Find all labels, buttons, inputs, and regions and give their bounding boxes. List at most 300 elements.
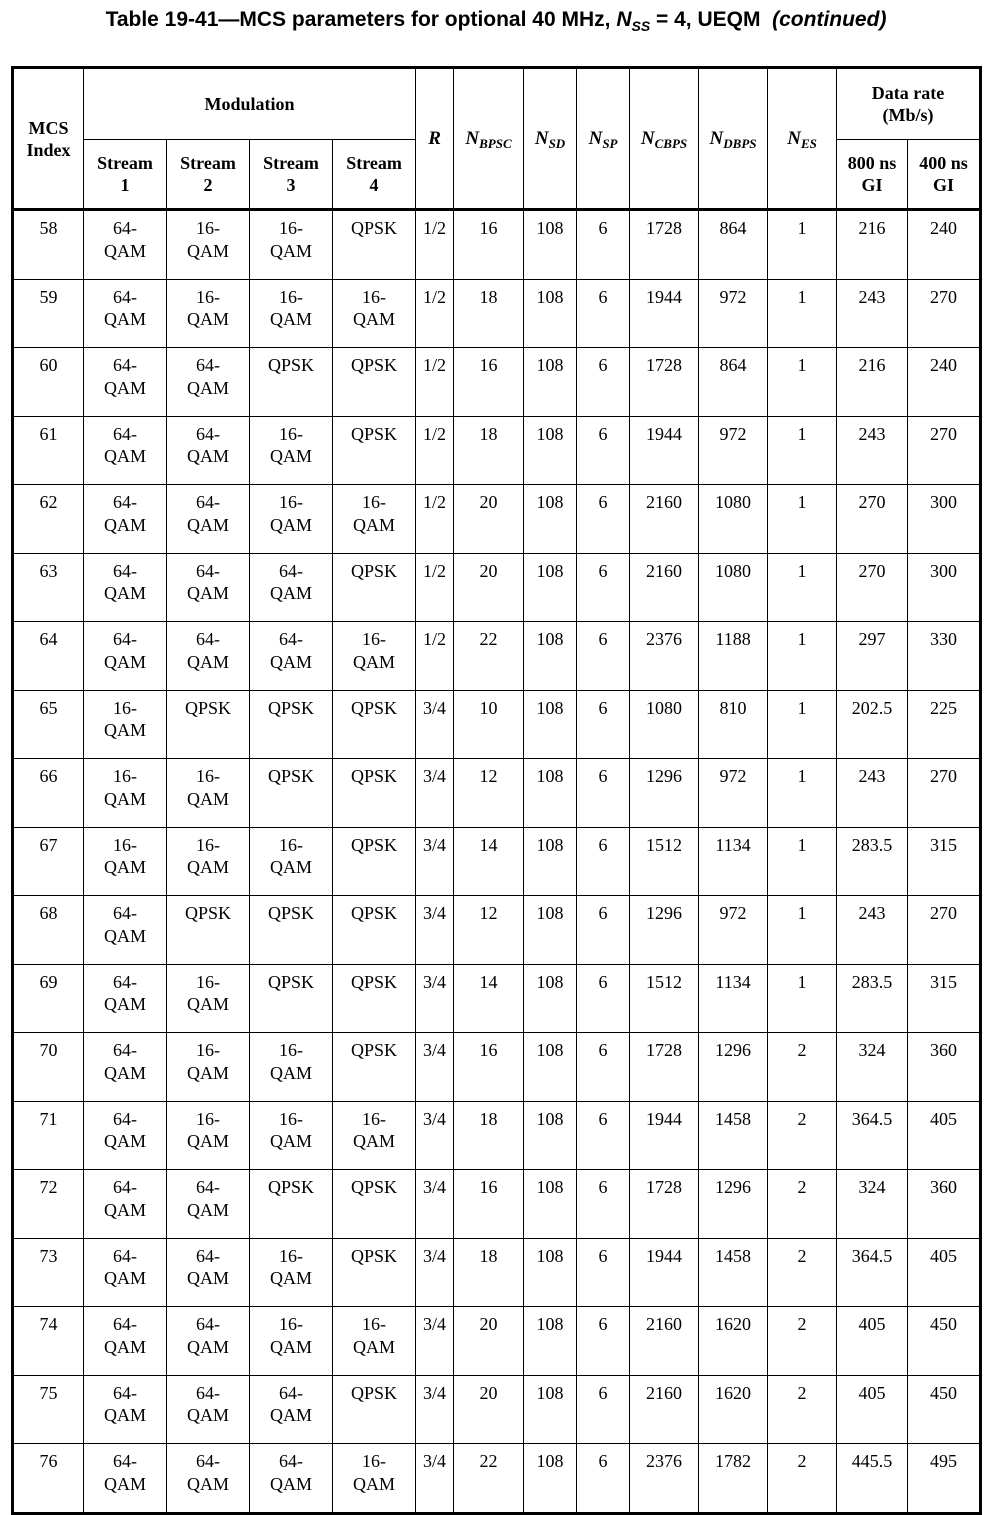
mcs-index-cell: 60 (13, 348, 84, 417)
table-row (13, 1307, 981, 1376)
coding-rate-cell: 3/4 (416, 690, 454, 759)
coding-rate-cell: 1/2 (416, 348, 454, 417)
nes-cell: 1 (768, 827, 837, 896)
rate-400ns-cell: 270 (908, 896, 981, 965)
stream-1-cell: 64- QAM (84, 210, 167, 280)
nbpsc-cell: 12 (454, 896, 524, 965)
table-row (13, 279, 981, 348)
stream-2-cell: 16- QAM (167, 827, 250, 896)
rate-800ns-cell: 243 (837, 279, 908, 348)
stream-2-cell: QPSK (167, 896, 250, 965)
nsd-cell: 108 (524, 827, 577, 896)
ndbps-header: $N_{DBPS}$ (699, 68, 768, 210)
mcs-index-cell: 69 (13, 964, 84, 1033)
nsp-cell: 6 (577, 279, 630, 348)
stream-3-cell: 16- QAM (250, 1238, 333, 1307)
rate-400ns-cell: 405 (908, 1238, 981, 1307)
stream-3-cell: 16- QAM (250, 1101, 333, 1170)
stream-3-cell: QPSK (250, 896, 333, 965)
stream-2-cell: QPSK (167, 690, 250, 759)
rate-400ns-cell: 315 (908, 964, 981, 1033)
nsd-cell: 108 (524, 622, 577, 691)
nes-cell: 1 (768, 896, 837, 965)
nsp-header: $N_{SP}$ (577, 68, 630, 210)
caption-suffix: = 4, UEQM (650, 8, 773, 31)
stream-1-cell: 64- QAM (84, 896, 167, 965)
rate-800ns-cell: 202.5 (837, 690, 908, 759)
stream-4-cell: QPSK (333, 1033, 416, 1102)
stream-2-cell: 64- QAM (167, 553, 250, 622)
nsd-cell: 108 (524, 690, 577, 759)
rate-800ns-cell: 283.5 (837, 827, 908, 896)
table-row (13, 1238, 981, 1307)
ncbps-cell: 2160 (630, 1375, 699, 1444)
stream-3-cell: QPSK (250, 348, 333, 417)
stream-2-cell: 16- QAM (167, 1033, 250, 1102)
nsd-cell: 108 (524, 348, 577, 417)
nbpsc-cell: 16 (454, 1170, 524, 1239)
nbpsc-cell: 16 (454, 348, 524, 417)
nbpsc-cell: 18 (454, 279, 524, 348)
rate-800ns-cell: 324 (837, 1033, 908, 1102)
table-row (13, 622, 981, 691)
table-row (13, 896, 981, 965)
stream-2-cell: 64- QAM (167, 416, 250, 485)
rate-800ns-cell: 324 (837, 1170, 908, 1239)
nes-cell: 1 (768, 553, 837, 622)
stream-3-cell: 16- QAM (250, 1033, 333, 1102)
nsp-cell: 6 (577, 553, 630, 622)
rate-800ns-cell: 405 (837, 1375, 908, 1444)
ncbps-cell: 2376 (630, 1444, 699, 1514)
nsp-cell: 6 (577, 348, 630, 417)
stream-4-cell: 16- QAM (333, 1444, 416, 1514)
stream-2-cell: 16- QAM (167, 1101, 250, 1170)
coding-rate-cell: 1/2 (416, 210, 454, 280)
rate-800ns-cell: 364.5 (837, 1238, 908, 1307)
mcs-table (11, 66, 982, 1515)
rate-400ns-cell: 315 (908, 827, 981, 896)
nbpsc-cell: 16 (454, 210, 524, 280)
ncbps-cell: 1728 (630, 1170, 699, 1239)
rate-400ns-cell: 330 (908, 622, 981, 691)
ncbps-cell: 1728 (630, 348, 699, 417)
r-header: R (416, 68, 454, 210)
rate-400ns-cell: 450 (908, 1307, 981, 1376)
nbpsc-cell: 18 (454, 1101, 524, 1170)
ncbps-cell: 1944 (630, 416, 699, 485)
mcs-index-cell: 76 (13, 1444, 84, 1514)
stream-3-cell: 16- QAM (250, 210, 333, 280)
stream-3-cell: 16- QAM (250, 416, 333, 485)
stream-4-cell: 16- QAM (333, 1307, 416, 1376)
stream-1-cell: 16- QAM (84, 759, 167, 828)
mcs-index-cell: 58 (13, 210, 84, 280)
nsd-cell: 108 (524, 896, 577, 965)
ncbps-cell: 1296 (630, 896, 699, 965)
table-row (13, 485, 981, 554)
mcs-index-cell: 67 (13, 827, 84, 896)
nes-header: $N_{ES}$ (768, 68, 837, 210)
nsp-cell: 6 (577, 1307, 630, 1376)
caption-nss-sub: SS (631, 18, 651, 34)
nes-cell: 2 (768, 1375, 837, 1444)
stream-3-cell: 16- QAM (250, 279, 333, 348)
coding-rate-cell: 3/4 (416, 1375, 454, 1444)
stream-3-cell: 16- QAM (250, 485, 333, 554)
nes-cell: 1 (768, 348, 837, 417)
nbpsc-cell: 14 (454, 964, 524, 1033)
coding-rate-cell: 3/4 (416, 896, 454, 965)
stream-3-cell: QPSK (250, 690, 333, 759)
stream-1-cell: 64- QAM (84, 485, 167, 554)
nsd-cell: 108 (524, 1238, 577, 1307)
stream-4-cell: QPSK (333, 827, 416, 896)
nsp-cell: 6 (577, 1101, 630, 1170)
ndbps-cell: 1782 (699, 1444, 768, 1514)
table-row (13, 1375, 981, 1444)
nes-cell: 1 (768, 210, 837, 280)
mcs-index-cell: 64 (13, 622, 84, 691)
stream-4-cell: QPSK (333, 964, 416, 1033)
stream-1-cell: 16- QAM (84, 827, 167, 896)
nbpsc-cell: 20 (454, 1375, 524, 1444)
stream-1-cell: 64- QAM (84, 1307, 167, 1376)
rate-400ns-cell: 450 (908, 1375, 981, 1444)
nes-cell: 1 (768, 485, 837, 554)
nbpsc-cell: 22 (454, 1444, 524, 1514)
ndbps-cell: 972 (699, 279, 768, 348)
nbpsc-cell: 18 (454, 416, 524, 485)
rate-400ns-cell: 300 (908, 485, 981, 554)
nsp-cell: 6 (577, 416, 630, 485)
stream-4-cell: QPSK (333, 210, 416, 280)
coding-rate-cell: 3/4 (416, 827, 454, 896)
mcs-index-header: MCS Index (13, 68, 84, 210)
nsd-cell: 108 (524, 210, 577, 280)
stream-1-cell: 64- QAM (84, 416, 167, 485)
stream-1-cell: 64- QAM (84, 964, 167, 1033)
nbpsc-cell: 14 (454, 827, 524, 896)
rate-400ns-cell: 405 (908, 1101, 981, 1170)
stream-4-header: Stream 4 (333, 140, 416, 210)
nes-cell: 2 (768, 1170, 837, 1239)
nsp-cell: 6 (577, 210, 630, 280)
stream-1-cell: 64- QAM (84, 553, 167, 622)
stream-4-cell: QPSK (333, 348, 416, 417)
mcs-index-cell: 59 (13, 279, 84, 348)
ncbps-cell: 1728 (630, 210, 699, 280)
nsd-cell: 108 (524, 964, 577, 1033)
table-row (13, 690, 981, 759)
rate-400ns-cell: 225 (908, 690, 981, 759)
nsp-cell: 6 (577, 1238, 630, 1307)
nsp-cell: 6 (577, 690, 630, 759)
nsd-cell: 108 (524, 1444, 577, 1514)
coding-rate-cell: 1/2 (416, 416, 454, 485)
stream-4-cell: QPSK (333, 416, 416, 485)
nsp-cell: 6 (577, 896, 630, 965)
stream-4-cell: 16- QAM (333, 485, 416, 554)
nsp-cell: 6 (577, 964, 630, 1033)
stream-1-cell: 64- QAM (84, 1238, 167, 1307)
nsd-cell: 108 (524, 553, 577, 622)
table-header (13, 68, 981, 210)
rate-400ns-cell: 360 (908, 1033, 981, 1102)
rate-800ns-cell: 297 (837, 622, 908, 691)
stream-1-header: Stream 1 (84, 140, 167, 210)
table-row (13, 964, 981, 1033)
nsd-header: $N_{SD}$ (524, 68, 577, 210)
nsd-cell: 108 (524, 416, 577, 485)
nsd-cell: 108 (524, 485, 577, 554)
mcs-index-cell: 74 (13, 1307, 84, 1376)
ndbps-cell: 1620 (699, 1307, 768, 1376)
stream-1-cell: 64- QAM (84, 1444, 167, 1514)
ndbps-cell: 1080 (699, 485, 768, 554)
rate-800ns-cell: 243 (837, 416, 908, 485)
modulation-header: Modulation (84, 68, 416, 140)
rate-800ns-cell: 270 (837, 553, 908, 622)
nbpsc-cell: 16 (454, 1033, 524, 1102)
nbpsc-cell: 20 (454, 485, 524, 554)
nes-cell: 1 (768, 964, 837, 1033)
ncbps-cell: 1512 (630, 964, 699, 1033)
table-row (13, 1033, 981, 1102)
nes-cell: 1 (768, 279, 837, 348)
nsp-cell: 6 (577, 1033, 630, 1102)
ndbps-cell: 1296 (699, 1033, 768, 1102)
nsd-cell: 108 (524, 1170, 577, 1239)
nes-cell: 2 (768, 1101, 837, 1170)
mcs-index-cell: 70 (13, 1033, 84, 1102)
mcs-index-cell: 63 (13, 553, 84, 622)
mcs-index-cell: 75 (13, 1375, 84, 1444)
rate-400ns-cell: 495 (908, 1444, 981, 1514)
stream-1-cell: 64- QAM (84, 1375, 167, 1444)
nbpsc-cell: 20 (454, 1307, 524, 1376)
stream-4-cell: 16- QAM (333, 279, 416, 348)
stream-4-cell: QPSK (333, 1238, 416, 1307)
rate-400ns-cell: 240 (908, 210, 981, 280)
coding-rate-cell: 1/2 (416, 279, 454, 348)
ncbps-cell: 2160 (630, 1307, 699, 1376)
nsp-cell: 6 (577, 1375, 630, 1444)
nbpsc-cell: 22 (454, 622, 524, 691)
nes-cell: 1 (768, 416, 837, 485)
coding-rate-cell: 3/4 (416, 1238, 454, 1307)
rate-800ns-cell: 243 (837, 896, 908, 965)
stream-2-cell: 64- QAM (167, 485, 250, 554)
table-row (13, 553, 981, 622)
stream-2-cell: 16- QAM (167, 279, 250, 348)
mcs-index-cell: 72 (13, 1170, 84, 1239)
ncbps-cell: 1080 (630, 690, 699, 759)
rate-400ns-cell: 300 (908, 553, 981, 622)
stream-3-cell: 64- QAM (250, 1375, 333, 1444)
stream-4-cell: QPSK (333, 553, 416, 622)
mcs-index-cell: 65 (13, 690, 84, 759)
ncbps-cell: 1944 (630, 1101, 699, 1170)
stream-4-cell: QPSK (333, 759, 416, 828)
table-row (13, 1101, 981, 1170)
nsd-cell: 108 (524, 1101, 577, 1170)
stream-1-cell: 64- QAM (84, 622, 167, 691)
nbpsc-cell: 18 (454, 1238, 524, 1307)
table-caption (0, 8, 992, 32)
stream-2-cell: 64- QAM (167, 1444, 250, 1514)
ndbps-cell: 1134 (699, 827, 768, 896)
nbpsc-cell: 12 (454, 759, 524, 828)
nsp-cell: 6 (577, 827, 630, 896)
data-rate-header: Data rate (Mb/s) (837, 68, 981, 140)
stream-2-cell: 64- QAM (167, 622, 250, 691)
stream-3-header: Stream 3 (250, 140, 333, 210)
nes-cell: 1 (768, 622, 837, 691)
ncbps-cell: 2376 (630, 622, 699, 691)
ndbps-cell: 1296 (699, 1170, 768, 1239)
stream-3-cell: QPSK (250, 759, 333, 828)
stream-2-cell: 16- QAM (167, 759, 250, 828)
ncbps-cell: 1944 (630, 279, 699, 348)
rate-400ns-cell: 360 (908, 1170, 981, 1239)
ncbps-cell: 2160 (630, 485, 699, 554)
gi-800-header: 800 ns GI (837, 140, 908, 210)
table-row (13, 1170, 981, 1239)
nsp-cell: 6 (577, 1444, 630, 1514)
coding-rate-cell: 3/4 (416, 964, 454, 1033)
ndbps-cell: 1080 (699, 553, 768, 622)
nes-cell: 2 (768, 1238, 837, 1307)
rate-800ns-cell: 364.5 (837, 1101, 908, 1170)
nbpsc-cell: 20 (454, 553, 524, 622)
stream-1-cell: 64- QAM (84, 1101, 167, 1170)
coding-rate-cell: 3/4 (416, 1170, 454, 1239)
table-body (13, 210, 981, 1514)
ndbps-cell: 1620 (699, 1375, 768, 1444)
table-row (13, 1444, 981, 1514)
stream-1-cell: 64- QAM (84, 1170, 167, 1239)
stream-2-cell: 64- QAM (167, 348, 250, 417)
stream-1-cell: 64- QAM (84, 279, 167, 348)
ndbps-cell: 810 (699, 690, 768, 759)
stream-2-cell: 64- QAM (167, 1375, 250, 1444)
stream-3-cell: 64- QAM (250, 553, 333, 622)
stream-2-cell: 16- QAM (167, 210, 250, 280)
ndbps-cell: 1188 (699, 622, 768, 691)
stream-4-cell: QPSK (333, 1375, 416, 1444)
stream-2-cell: 16- QAM (167, 964, 250, 1033)
coding-rate-cell: 3/4 (416, 1033, 454, 1102)
stream-2-cell: 64- QAM (167, 1170, 250, 1239)
ncbps-cell: 1728 (630, 1033, 699, 1102)
nsd-cell: 108 (524, 1375, 577, 1444)
ndbps-cell: 864 (699, 210, 768, 280)
rate-400ns-cell: 270 (908, 279, 981, 348)
ndbps-cell: 972 (699, 896, 768, 965)
stream-4-cell: QPSK (333, 1170, 416, 1239)
rate-800ns-cell: 445.5 (837, 1444, 908, 1514)
ndbps-cell: 1458 (699, 1101, 768, 1170)
nsp-cell: 6 (577, 759, 630, 828)
mcs-index-cell: 73 (13, 1238, 84, 1307)
nes-cell: 2 (768, 1033, 837, 1102)
ncbps-cell: 1512 (630, 827, 699, 896)
ndbps-cell: 972 (699, 416, 768, 485)
ncbps-cell: 2160 (630, 553, 699, 622)
coding-rate-cell: 1/2 (416, 622, 454, 691)
nsd-cell: 108 (524, 279, 577, 348)
stream-3-cell: QPSK (250, 1170, 333, 1239)
nsp-cell: 6 (577, 485, 630, 554)
nsd-cell: 108 (524, 1033, 577, 1102)
stream-1-cell: 64- QAM (84, 1033, 167, 1102)
caption-continued: (continued) (772, 8, 887, 31)
caption-nss-letter: N (616, 8, 632, 31)
stream-4-cell: 16- QAM (333, 1101, 416, 1170)
table-row (13, 348, 981, 417)
coding-rate-cell: 3/4 (416, 1101, 454, 1170)
nsp-cell: 6 (577, 622, 630, 691)
mcs-index-cell: 71 (13, 1101, 84, 1170)
stream-3-cell: 16- QAM (250, 827, 333, 896)
mcs-index-cell: 68 (13, 896, 84, 965)
nes-cell: 1 (768, 759, 837, 828)
mcs-index-cell: 61 (13, 416, 84, 485)
coding-rate-cell: 3/4 (416, 1444, 454, 1514)
caption-prefix: Table 19-41—MCS parameters for optional 40 MHz, (105, 8, 617, 31)
stream-3-cell: 64- QAM (250, 622, 333, 691)
stream-4-cell: 16- QAM (333, 622, 416, 691)
ncbps-cell: 1296 (630, 759, 699, 828)
gi-400-header: 400 ns GI (908, 140, 981, 210)
nsp-cell: 6 (577, 1170, 630, 1239)
mcs-index-cell: 62 (13, 485, 84, 554)
ncbps-cell: 1944 (630, 1238, 699, 1307)
nbpsc-header: $N_{BPSC}$ (454, 68, 524, 210)
table-row (13, 210, 981, 280)
coding-rate-cell: 3/4 (416, 1307, 454, 1376)
stream-2-cell: 64- QAM (167, 1238, 250, 1307)
rate-800ns-cell: 216 (837, 210, 908, 280)
rate-800ns-cell: 405 (837, 1307, 908, 1376)
coding-rate-cell: 3/4 (416, 759, 454, 828)
stream-4-cell: QPSK (333, 690, 416, 759)
stream-1-cell: 64- QAM (84, 348, 167, 417)
table-row (13, 759, 981, 828)
rate-400ns-cell: 240 (908, 348, 981, 417)
stream-3-cell: 64- QAM (250, 1444, 333, 1514)
table-row (13, 416, 981, 485)
rate-800ns-cell: 283.5 (837, 964, 908, 1033)
rate-800ns-cell: 243 (837, 759, 908, 828)
stream-2-header: Stream 2 (167, 140, 250, 210)
rate-400ns-cell: 270 (908, 416, 981, 485)
coding-rate-cell: 1/2 (416, 553, 454, 622)
mcs-index-cell: 66 (13, 759, 84, 828)
coding-rate-cell: 1/2 (416, 485, 454, 554)
nes-cell: 1 (768, 690, 837, 759)
rate-800ns-cell: 270 (837, 485, 908, 554)
stream-4-cell: QPSK (333, 896, 416, 965)
ndbps-cell: 972 (699, 759, 768, 828)
stream-2-cell: 64- QAM (167, 1307, 250, 1376)
table-row (13, 827, 981, 896)
nes-cell: 2 (768, 1307, 837, 1376)
stream-1-cell: 16- QAM (84, 690, 167, 759)
ndbps-cell: 1134 (699, 964, 768, 1033)
nsd-cell: 108 (524, 1307, 577, 1376)
